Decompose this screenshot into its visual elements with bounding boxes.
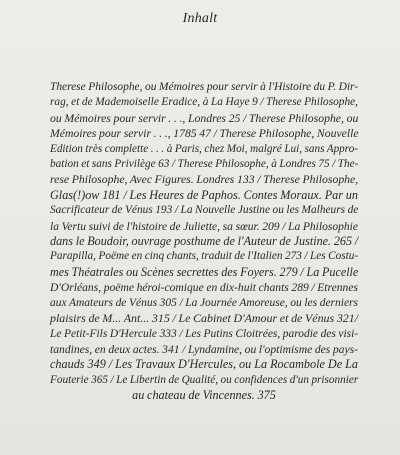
toc-line: au chateau de Vincennes. 375 (132, 388, 276, 403)
toc-line: rese Philosophe, Avec Figures. Londres 133 / Therese Philosophe, (50, 173, 359, 187)
toc-line: mes Théatrales ou Scènes secrettes des Foyers. 279 / La Pucelle (50, 264, 359, 279)
toc-line: rag, et de Mademoiselle Eradice, à La Haye 9 / Therese Philosophe, (50, 96, 358, 109)
toc-line: Glas(!)ow 181 / Les Heures de Paphos. Contes Moraux. Par un (50, 187, 358, 202)
toc-line: Therese Philosophe, ou Mémoires pour servir à l'Histoire du P. Dir- (50, 81, 358, 93)
toc-line: plaisirs de M... Ant... 315 / Le Cabinet D'Amour et de Vénus 321/ (50, 311, 359, 326)
toc-line: ou Mémoires pour servir . . ., Londres 25 / Therese Philosophe, ou (50, 111, 359, 125)
toc-line: Edition très complette . . . à Paris, chez Moi, malgré Lui, sans Appro- (50, 142, 358, 155)
toc-line: Mémoires pour servir . . ., 1785 47 / Therese Philosophe, Nouvelle (50, 127, 359, 141)
toc-line: chauds 349 / Les Travaux D'Hercules, ou La Rocambole De La (50, 357, 358, 372)
toc-line: aux Amateurs de Vénus 305 / La Journée Amoreuse, ou les derniers (50, 296, 358, 309)
toc-line: tandines, en deux actes. 341 / Lyndamine, ou l'optimisme des pays- (50, 342, 358, 356)
toc-line: dans le Boudoir, ouvrage posthume de l'Auteur de Justine. 265 / (50, 234, 359, 249)
toc-line: Parapilla, Poëme en cinq chants, traduit de l'Italien 273 / Les Costu- (50, 250, 359, 263)
toc-line: Le Petit-Fils D'Hercule 333 / Les Putins Cloitrées, parodie des visi- (50, 327, 359, 340)
toc-line: Sacrificateur de Vénus 193 / La Nouvelle Justine ou les Malheurs de (50, 204, 359, 217)
page-heading: Inhalt (182, 11, 218, 26)
toc-line: bation et sans Privilège 63 / Therese Philosophe, à Londres 75 / The- (50, 158, 359, 171)
toc-line: la Vertu suivi de l'histoire de Juliette, sa sœur. 209 / La Philosophie (50, 219, 358, 233)
toc-line: D'Orléans, poëme héroi-comique en dix-huit chants 289 / Etrennes (50, 281, 358, 295)
table-of-contents (50, 80, 358, 404)
toc-line: Fouterie 365 / Le Libertin de Qualité, ou confidences d'un prisonnier (50, 373, 359, 386)
